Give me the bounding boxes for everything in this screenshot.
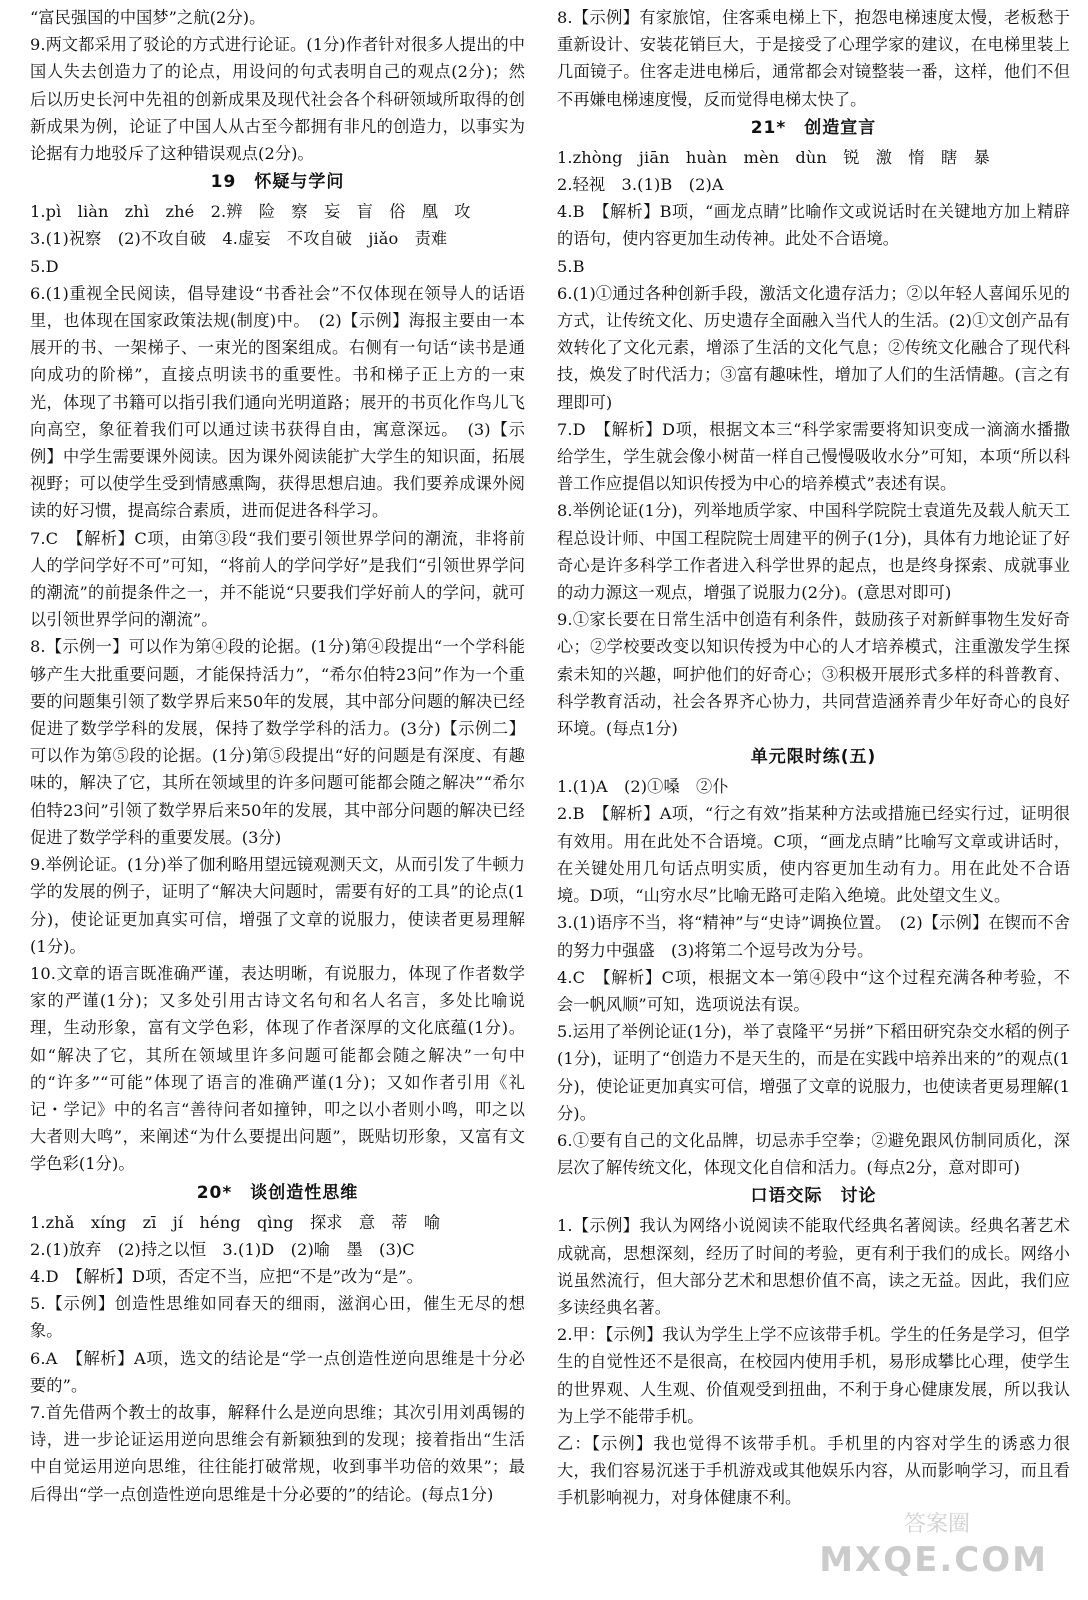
section-heading: 口语交际 讨论: [750, 1186, 877, 1207]
answer-item: “富民强国的中国梦”之航(2分)。: [30, 8, 266, 27]
answer-item: 4.D 【解析】D项，否定不当，应把“不是”改为“是”。: [30, 1266, 423, 1286]
section-heading: 单元限时练(五): [750, 747, 877, 768]
right-column: [537, 4, 1088, 1600]
answer-item: 1.(1)A (2)①嗓 ②仆: [557, 777, 729, 797]
answer-item: 6.A 【解析】A项，选文的结论是“学一点创造性逆向思维是十分必要的”。: [30, 1348, 525, 1395]
answer-item: 7.C 【解析】C项，由第③段“我们要引领世界学问的潮流，非将前人的学问学好不可”可知，“将前人的学问学好”是我们“引领世界学问的潮流”的前提条件之一，并不能说“只要我们学好前人的学问，就可以引领世界学问的潮流”。: [30, 528, 525, 630]
answer-item: 8.【示例一】可以作为第④段的论据。(1分)第④段提出“一个学科能够产生大批重要问题，才能保持活力”，“希尔伯特23问”作为一个重要的问题集引领了数学界后来50年的发展，其中部分问题的解决已经促进了数学学科的发展，保持了数学学科的活力。(3分)【示例二】可以作为第⑤段的论据。(1分)第⑤段提出“好的问题是有深度、有趣味的，解决了它，其所在领域里的许多问题可能都会随之解决”“希尔伯特23问”引领了数学界后来50年的发展，其中部分问题的解决已经促进了数学学科的重要发展。(3分): [30, 637, 525, 847]
answer-item: 9.两文都采用了驳论的方式进行论证。(1分)作者针对很多人提出的中国人失去创造力了的论点，用设问的句式表明自己的观点(2分)；然后以历史长河中先祖的创新成果及现代社会各个科研领域所取得的创新成果为例，论证了中国人从古至今都拥有非凡的创造力，以事实为论据有力地驳斥了这种错误观点(2分)。: [30, 35, 525, 164]
answer-item: 8.【示例】有家旅馆，住客乘电梯上下，抱怨电梯速度太慢，老板愁于重新设计、安装花销巨大，于是接受了心理学家的建议，在电梯里装上几面镜子。住客走进电梯后，通常都会对镜整装一番，这样，他们不但不再嫌电梯速度慢，反而觉得电梯太快了。: [557, 8, 1070, 109]
answer-item: 8.举例论证(1分)，列举地质学家、中国科学院院士袁道先及载人航天工程总设计师、中国工程院院士周建平的例子(1分)，具体有力地论证了好奇心是许多科学工作者进入科学世界的起点，也是终身探索、成就事业的动力源这一观点，增强了说服力(2分)。(意思对即可): [557, 501, 1070, 603]
answer-item: 1.zhǎ xíng zī jí héng qìng 探求 意 蒂 喻: [30, 1212, 441, 1232]
answer-item: 7.首先借两个教士的故事，解释什么是逆向思维；其次引用刘禹锡的诗，进一步论证运用逆向思维会有新颖独到的发现；接着指出“生活中自觉运用逆向思维，往往能打破常规，收到事半功倍的效果”；最后得出“学一点创造性逆向思维是十分必要的”的结论。(每点1分): [30, 1402, 525, 1504]
watermark: MXQE.COM: [819, 1540, 1048, 1580]
answer-item: 5.【示例】创造性思维如同春天的细雨，滋润心田，催生无尽的想象。: [30, 1294, 525, 1341]
answer-item: 5.D: [30, 256, 59, 276]
watermark-sub: 答案圈: [903, 1512, 970, 1537]
answer-item: 1.【示例】我认为网络小说阅读不能取代经典名著阅读。经典名著艺术成就高，思想深刻，经历了时间的考验，更有利于我们的成长。网络小说虽然流行，但大部分艺术和思想价值不高，读之无益。因此，我们应多读经典名著。: [557, 1216, 1070, 1317]
answer-item: 10.文章的语言既准确严谨，表达明晰，有说服力，体现了作者数学家的严谨(1分)；又多处引用古诗文名句和名人名言，多处比喻说理，生动形象，富有文学色彩，体现了作者深厚的文化底蕴(1分)。如“解决了它，其所在领域里许多问题可能都会随之解决”一句中的“许多”“可能”体现了语言的准确严谨(1分)；又如作者引用《礼记・学记》中的名言“善待问者如撞钟，叩之以小者则小鸣，叩之以大者则大鸣”，来阐述“为什么要提出问题”，既贴切形象，又富有文学色彩(1分)。: [30, 963, 525, 1174]
answer-item: 2.轻视 3.(1)B (2)A: [557, 175, 724, 195]
section-heading: 20* 谈创造性思维: [196, 1182, 359, 1203]
answer-item: 5.B: [557, 256, 585, 276]
answer-item: 1.pì liàn zhì zhé 2.辨 险 察 妄 盲 俗 凰 攻: [30, 202, 471, 222]
answer-item: 1.zhòng jiān huàn mèn dùn 锐 激 惰 瞎 暴: [557, 147, 990, 167]
answer-item: 5.运用了举例论证(1分)，举了袁隆平“另拼”下稻田研究杂交水稻的例子(1分)，证明了“创造力不是天生的，而是在实践中培养出来的”的观点(1分)，使论证更加真实可信，增强了文章的说服力，也使读者更易理解(1分)。: [557, 1022, 1070, 1123]
answer-item: 9.举例论证。(1分)举了伽利略用望远镜观测天文，从而引发了牛顿力学的发展的例子，证明了“解决大问题时，需要有好的工具”的论点(1分)，使论证更加真实可信，增强了文章的说服力，使读者更易理解(1分)。: [30, 855, 525, 956]
answer-item: 2.甲：【示例】我认为学生上学不应该带手机。学生的任务是学习，但学生的自觉性还不是很高，在校园内使用手机，易形成攀比心理，使学生的世界观、人生观、价值观受到扭曲，不利于身心健康发展，所以我认为上学不能带手机。: [557, 1325, 1070, 1426]
answer-item: 6.(1)①通过各种创新手段，激活文化遗存活力；②以年轻人喜闻乐见的方式，让传统文化、历史遗存全面融入当代人的生活。(2)①文创产品有效转化了文化元素，增添了生活的文化气息；②传统文化融合了现代科技，焕发了时代活力；③富有趣味性，增加了人们的生活情趣。(言之有理即可): [557, 283, 1070, 412]
answer-item: 3.(1)祝察 (2)不攻自破 4.虚妄 不攻自破 jiǎo 责难: [30, 229, 448, 249]
answer-item: 9.①家长要在日常生活中创造有利条件，鼓励孩子对新鲜事物生发好奇心；②学校要改变以知识传授为中心的人才培养模式，注重激发学生探索未知的兴趣，呵护他们的好奇心；③积极开展形式多样的科普教育、科学教育活动，社会各界齐心协力，共同营造涵养青少年好奇心的良好环境。(每点1分): [557, 610, 1070, 739]
answer-item: 7.D 【解析】D项，根据文本三“科学家需要将知识变成一滴滴水播撒给学生，学生就会像小树苗一样自己慢慢吸收水分”可知，本项“所以科普工作应提倡以知识传授为中心的培养模式”表述有误。: [557, 419, 1070, 494]
left-column: [0, 4, 537, 1600]
answer-item: 3.(1)语序不当，将“精神”与“史诗”调换位置。 (2)【示例】在锲而不舍的努力中强盛 (3)将第二个逗号改为分号。: [557, 913, 1070, 960]
section-heading: 19 怀疑与学问: [210, 172, 345, 193]
answer-item: 2.(1)放弃 (2)持之以恒 3.(1)D (2)喻 墨 (3)C: [30, 1239, 415, 1259]
answer-item: 4.B 【解析】B项，“画龙点睛”比喻作文或说话时在关键地方加上精辟的语句，使内容更加生动传神。此处不合语境。: [557, 202, 1070, 249]
section-heading: 21* 创造宣言: [750, 117, 877, 138]
answer-item: 6.(1)重视全民阅读，倡导建设“书香社会”不仅体现在领导人的话语里，也体现在国家政策法规(制度)中。 (2)【示例】海报主要由一本展开的书、一架梯子、一束光的图案组成。右侧有一句话“读书是通向成功的阶梯”，直接点明读书的重要性。书和梯子正上方的一束光，体现了书籍可以指引我们通向光明道路；展开的书页化作鸟儿飞向高空，象征着我们可以通过读书获得自由，寓意深远。 (3)【示例】中学生需要课外阅读。因为课外阅读能扩大学生的知识面，拓展视野；可以使学生受到情感熏陶，获得思想启迪。我们要养成课外阅读的好习惯，提高综合素质，进而促进各科学习。: [30, 283, 525, 521]
answer-item: 6.①要有自己的文化品牌，切忌赤手空拳；②避免跟风仿制同质化，深层次了解传统文化，体现文化自信和活力。(每点2分，意对即可): [557, 1130, 1070, 1178]
answer-item: 乙：【示例】我也觉得不该带手机。手机里的内容对学生的诱惑力很大，我们容易沉迷于手机游戏或其他娱乐内容，从而影响学习，而且看手机影响视力，对身体健康不利。: [557, 1433, 1070, 1508]
answer-item: 2.B 【解析】A项，“行之有效”指某种方法或措施已经实行过，证明很有效用。用在此处不合语境。C项，“画龙点睛”比喻写文章或讲话时，在关键处用几句话点明实质，使内容更加生动有力。用在此处不合语境。D项，“山穷水尽”比喻无路可走陷入绝境。此处望文生义。: [557, 804, 1070, 906]
answer-item: 4.C 【解析】C项，根据文本一第④段中“这个过程充满各种考验，不会一帆风顺”可知，选项说法有误。: [557, 967, 1070, 1014]
